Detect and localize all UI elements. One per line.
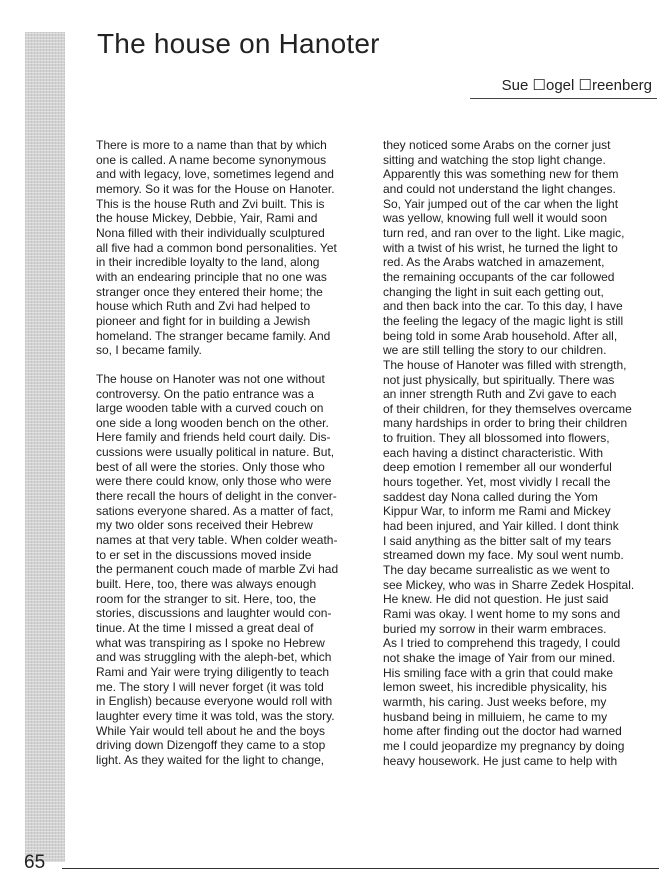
text-line: turn red, and ran over to the light. Like magic, (383, 225, 625, 240)
text-line: so, I became family. (96, 343, 202, 358)
text-line: me. The story I will never forget (it was told (96, 679, 324, 694)
text-line: Kippur War, to inform me Rami and Mickey (383, 504, 611, 519)
text-line: in English) because everyone would roll with (96, 694, 333, 709)
text-line: home after finding out the doctor had warned (383, 724, 622, 739)
text-line: The house of Hanoter was filled with strength, (383, 357, 627, 372)
text-line: me I could jeopardize my pregnancy by doing (383, 738, 625, 753)
left-text-column (96, 138, 364, 768)
paragraph-1 (96, 138, 364, 358)
text-line: lemon sweet, his incredible physicality, his (383, 680, 607, 695)
text-line: not shake the image of Yair from our mined. (383, 650, 616, 665)
article-title: The house on Hanoter (97, 28, 380, 59)
text-line: the permanent couch made of marble Zvi had (96, 562, 339, 577)
text-line: room for the stranger to sit. Here, too, the (96, 591, 317, 606)
text-line: large wooden table with a curved couch on (96, 401, 324, 416)
text-line: His smiling face with a grin that could make (383, 665, 614, 680)
text-line: to er set in the discussions moved inside (96, 547, 312, 562)
text-line: memory. So it was for the House on Hanoter. (96, 181, 335, 196)
text-line: many hardships in order to bring their children (383, 416, 628, 431)
text-line: not just physically, but spiritually. There was (383, 372, 615, 387)
text-line: Nona filled with their individually sculptured (96, 225, 325, 240)
page-number: 65 (24, 852, 46, 873)
text-line: built. Here, too, there was always enough (96, 577, 317, 592)
margin-tone-strip (25, 32, 65, 862)
text-line: one is called. A name become synonymous (96, 152, 327, 167)
text-line: was yellow, knowing full well it would soon (383, 211, 608, 226)
text-line: husband being in milluiem, he came to my (383, 709, 608, 724)
byline-rule (470, 98, 657, 99)
text-line: Apparently this was something new for them (383, 167, 619, 182)
text-line: to fruition. They all blossomed into flowers, (383, 431, 610, 446)
paragraph-gap (96, 358, 364, 372)
text-line: sitting and watching the stop light change. (383, 152, 606, 167)
text-line: with a twist of his wrist, he turned the light to (383, 240, 618, 255)
text-line: the house Mickey, Debbie, Yair, Rami and (96, 211, 318, 226)
text-line: had been injured, and Yair killed. I dont think (383, 519, 619, 534)
text-line: one side a long wooden bench on the other. (96, 415, 329, 430)
text-line: hours together. Yet, most vividly I recall the (383, 475, 611, 490)
text-line: warmth, his caring. Just weeks before, my (383, 694, 607, 709)
text-line: all five had a common bond personalities. Yet (96, 240, 337, 255)
text-line: best of all were the stories. Only those who (96, 459, 325, 474)
text-line: and with legacy, love, sometimes legend and (96, 167, 334, 182)
text-line: being told in some Arab household. After all, (383, 328, 618, 343)
footer-rule (62, 868, 659, 869)
text-line: changing the light in suit each getting out, (383, 284, 604, 299)
text-line: laughter every time it was told, was the story. (96, 708, 335, 723)
text-line: in their incredible loyalty to the land, along (96, 255, 320, 270)
text-line: tinue. At the time I missed a great deal of (96, 621, 314, 635)
text-line: deep emotion I remember all our wonderful (383, 460, 612, 475)
text-line: and was struggling with the aleph-bet, which (96, 650, 332, 665)
text-line: The day became surrealistic as we went to (383, 563, 610, 578)
text-line: red. As the Arabs watched in amazement, (383, 255, 605, 270)
text-line: we are still telling the story to our children. (383, 343, 607, 358)
text-line: He knew. He did not question. He just said (383, 592, 609, 607)
text-line: what was transpiring as I spoke no Hebrew (96, 635, 325, 650)
text-line: house which Ruth and Zvi had helped to (96, 299, 311, 314)
text-line: pioneer and fight for in building a Jewish (96, 313, 311, 328)
text-line: homeland. The stranger became family. And (96, 328, 331, 343)
text-line: there recall the hours of delight in the conver- (96, 489, 337, 504)
text-line: Rami was okay. I went home to my sons and (383, 607, 621, 621)
text-line: I said anything as the bitter salt of my tears (383, 533, 612, 548)
text-line: The house on Hanoter was not one without (96, 371, 325, 386)
text-line: So, Yair jumped out of the car when the light (383, 196, 619, 211)
text-line: There is more to a name than that by which (96, 138, 327, 152)
text-line: cussions were usually political in nature. But, (96, 445, 335, 460)
text-line: Rami and Yair were trying diligently to teach (96, 664, 330, 679)
text-line: saddest day Nona called during the Yom (383, 489, 598, 504)
text-line: with an endearing principle that no one was (96, 269, 327, 284)
text-line: As I tried to comprehend this tragedy, I could (383, 636, 621, 651)
text-line: names at that very table. When colder weath- (96, 533, 338, 548)
text-line: the feeling the legacy of the magic light is still (383, 313, 624, 328)
text-line: stranger once they entered their home; the (96, 284, 323, 299)
author-byline: Sue ☐ogel ☐reenberg (501, 77, 652, 94)
text-line: controversy. On the patio entrance was a (96, 386, 314, 401)
text-line: an inner strength Ruth and Zvi gave to each (383, 387, 617, 402)
text-line: of their children, for they themselves overcame (383, 401, 632, 416)
text-line: streamed down my face. My soul went numb. (383, 548, 624, 563)
text-line: stories, discussions and laughter would con- (96, 606, 332, 621)
text-line: Here family and friends held court daily. Dis- (96, 430, 331, 445)
text-line: my two older sons received their Hebrew (96, 518, 313, 533)
text-line: and then back into the car. To this day, I have (383, 299, 623, 314)
text-line: each having a distinct characteristic. With (383, 445, 604, 460)
text-line: While Yair would tell about he and the boys (96, 723, 326, 738)
text-line: sations everyone shared. As a matter of fact, (96, 503, 334, 518)
text-line: driving down Dizengoff they came to a stop (96, 738, 326, 753)
text-line: heavy housework. He just came to help with (383, 753, 618, 768)
text-line: and could not understand the light changes. (383, 181, 616, 196)
paragraph-2 (96, 372, 364, 768)
text-line: light. As they waited for the light to change, (96, 752, 325, 767)
text-line: This is the house Ruth and Zvi built. This is (96, 196, 325, 211)
text-line: they noticed some Arabs on the corner just (383, 138, 611, 152)
text-line: the remaining occupants of the car followed (383, 269, 615, 284)
right-text-column (383, 138, 651, 768)
text-line: see Mickey, who was in Sharre Zedek Hospital. (383, 577, 635, 592)
text-line: buried my sorrow in their warm embraces. (383, 621, 607, 636)
text-line: were there could know, only those who were (96, 474, 332, 489)
